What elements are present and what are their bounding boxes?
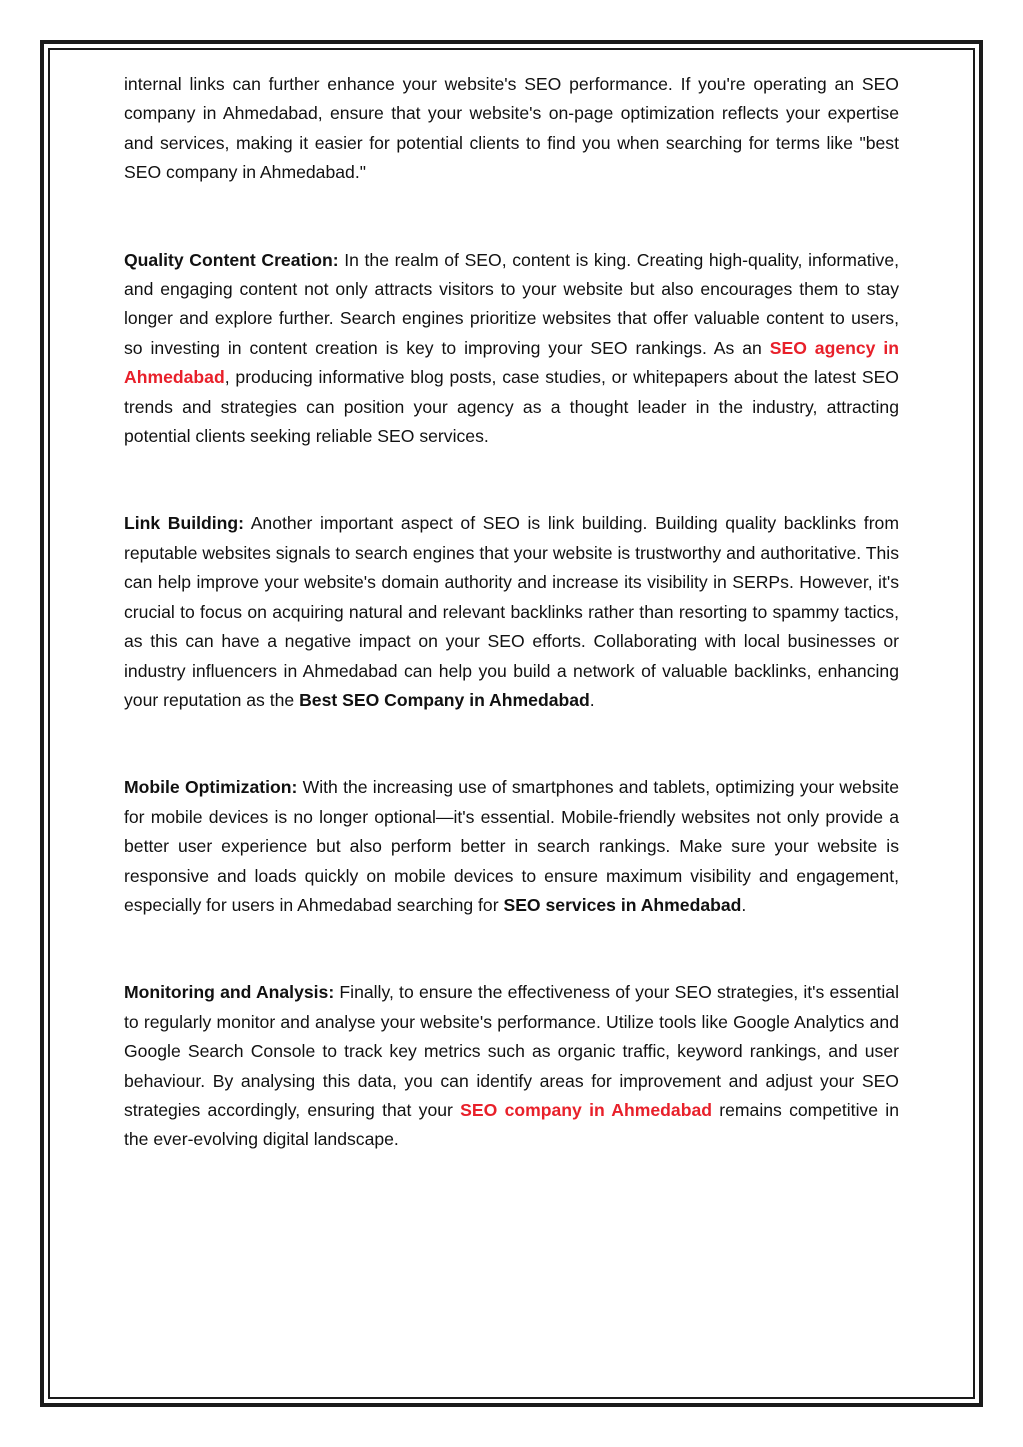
quality-content-text-1: In the realm of SEO, content is king. Creating high-quality, informative, and engaging content not only attracts visitors to your website but also encourages them to stay longer and explore further. Search engines prioritize websites that offer valuable content to users, so investing in content creation is key to improving your SEO rankings. As an (124, 249, 900, 358)
link-building-paragraph (124, 509, 899, 715)
quality-content-heading: Quality Content Creation: (124, 249, 339, 270)
quality-content-paragraph (124, 246, 899, 452)
mobile-optimization-paragraph (124, 773, 899, 920)
mobile-optimization-text-1: With the increasing use of smartphones and tablets, optimizing your website for mobile devices is no longer optional—it's essential. Mobile-friendly websites not only provide a better user experience but also perform better in search rankings. Make sure your website is responsive and loads quickly on mobile devices to ensure maximum visibility and engagement, especially for users in Ahmedabad searching for (124, 777, 899, 915)
quality-content-text-2: , producing informative blog posts, case studies, or whitepapers about the latest SEO trends and strategies can position your agency as a thought leader in the industry, attracting potential clients seeking reliable SEO services. (124, 367, 899, 447)
seo-company-link[interactable]: SEO company in Ahmedabad (460, 1099, 712, 1120)
link-building-heading: Link Building: (124, 513, 245, 534)
seo-agency-link[interactable]: SEO agency in Ahmedabad (124, 337, 899, 388)
intro-text: internal links can further enhance your website's SEO performance. If you're operating an SEO company in Ahmedabad, ensure that your website's on-page optimization reflects your expertise and services, making it easier for potential clients to find you when searching for terms like "best SEO company in Ahmedabad." (124, 74, 899, 183)
best-seo-company-bold: Best SEO Company in Ahmedabad (299, 689, 590, 710)
monitoring-text-1: Finally, to ensure the effectiveness of your SEO strategies, it's essential to regularly monitor and analyse your website's performance. Utilize tools like Google Analytics and Google Search Console to track key metrics such as organic traffic, keyword rankings, and user behaviour. By analysing this data, you can identify areas for improvement and adjust your SEO strategies accordingly, ensuring that your (124, 982, 899, 1120)
mobile-optimization-heading: Mobile Optimization: (124, 777, 298, 798)
seo-services-bold: SEO services in Ahmedabad (503, 894, 742, 915)
monitoring-heading: Monitoring and Analysis: (124, 982, 335, 1003)
intro-paragraph (124, 70, 899, 188)
link-building-text-1: Another important aspect of SEO is link building. Building quality backlinks from reputable websites signals to search engines that your website is trustworthy and authoritative. This can help improve your website's domain authority and increase its visibility in SERPs. However, it's crucial to focus on acquiring natural and relevant backlinks rather than resorting to spammy tactics, as this can have a negative impact on your SEO efforts. Collaborating with local businesses or industry influencers in Ahmedabad can help you build a network of valuable backlinks, enhancing your reputation as the (124, 513, 899, 710)
monitoring-paragraph (124, 978, 899, 1154)
link-building-text-2: . (589, 689, 595, 710)
mobile-optimization-text-2: . (741, 894, 747, 915)
document-body (124, 70, 899, 1155)
monitoring-text-2: remains competitive in the ever-evolving digital landscape. (124, 1099, 900, 1150)
